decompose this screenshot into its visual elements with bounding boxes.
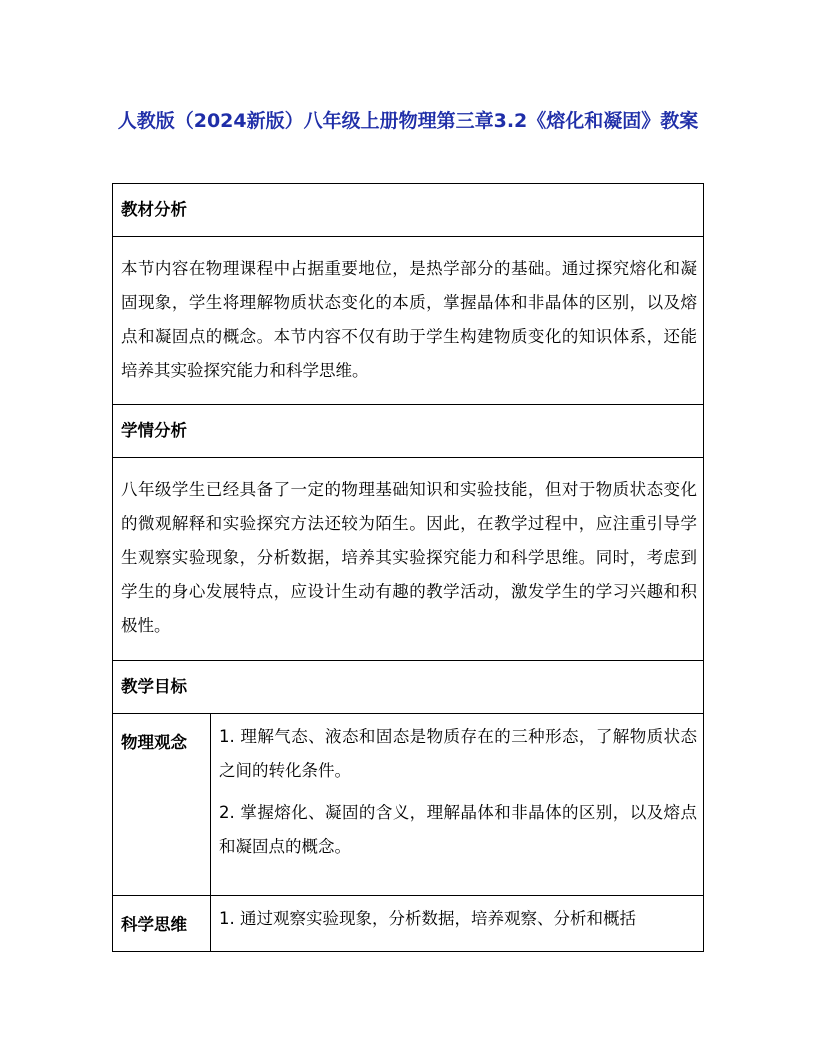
physics-concept-goal-2: 2. 掌握熔化、凝固的含义，理解晶体和非晶体的区别，以及熔点和凝固点的概念。 — [219, 803, 697, 856]
physics-concept-row — [113, 714, 704, 896]
scientific-thinking-goal-1: 1. 通过观察实验现象，分析数据，培养观察、分析和概括 — [219, 909, 636, 928]
physics-concept-label: 物理观念 — [113, 714, 211, 896]
physics-concept-goal-1: 1. 理解气态、液态和固态是物质存在的三种形态，了解物质状态之间的转化条件。 — [219, 727, 697, 780]
material-analysis-body-row — [113, 237, 704, 405]
teaching-goals-heading: 教学目标 — [113, 661, 704, 714]
teaching-goals-header-row — [113, 661, 704, 714]
student-analysis-body-row — [113, 458, 704, 661]
student-analysis-header-row — [113, 405, 704, 458]
lesson-plan-table — [112, 183, 704, 952]
scientific-thinking-row — [113, 896, 704, 952]
scientific-thinking-goals — [211, 896, 704, 952]
material-analysis-heading: 教材分析 — [113, 184, 704, 237]
scientific-thinking-label: 科学思维 — [113, 896, 211, 952]
student-analysis-text: 八年级学生已经具备了一定的物理基础知识和实验技能，但对于物质状态变化的微观解释和实验探究方法还较为陌生。因此，在教学过程中，应注重引导学生观察实验现象，分析数据，培养其实验探究能力和科学思维。同时，考虑到学生的身心发展特点，应设计生动有趣的教学活动，激发学生的学习兴趣和积极性。 — [113, 458, 704, 661]
material-analysis-text: 本节内容在物理课程中占据重要地位，是热学部分的基础。通过探究熔化和凝固现象，学生将理解物质状态变化的本质，掌握晶体和非晶体的区别，以及熔点和凝固点的概念。本节内容不仅有助于学生构建物质变化的知识体系，还能培养其实验探究能力和科学思维。 — [113, 237, 704, 405]
material-analysis-header-row — [113, 184, 704, 237]
document-title: 人教版（2024新版）八年级上册物理第三章3.2《熔化和凝固》教案 — [117, 110, 699, 132]
physics-concept-goals — [211, 714, 704, 896]
student-analysis-heading: 学情分析 — [113, 405, 704, 458]
